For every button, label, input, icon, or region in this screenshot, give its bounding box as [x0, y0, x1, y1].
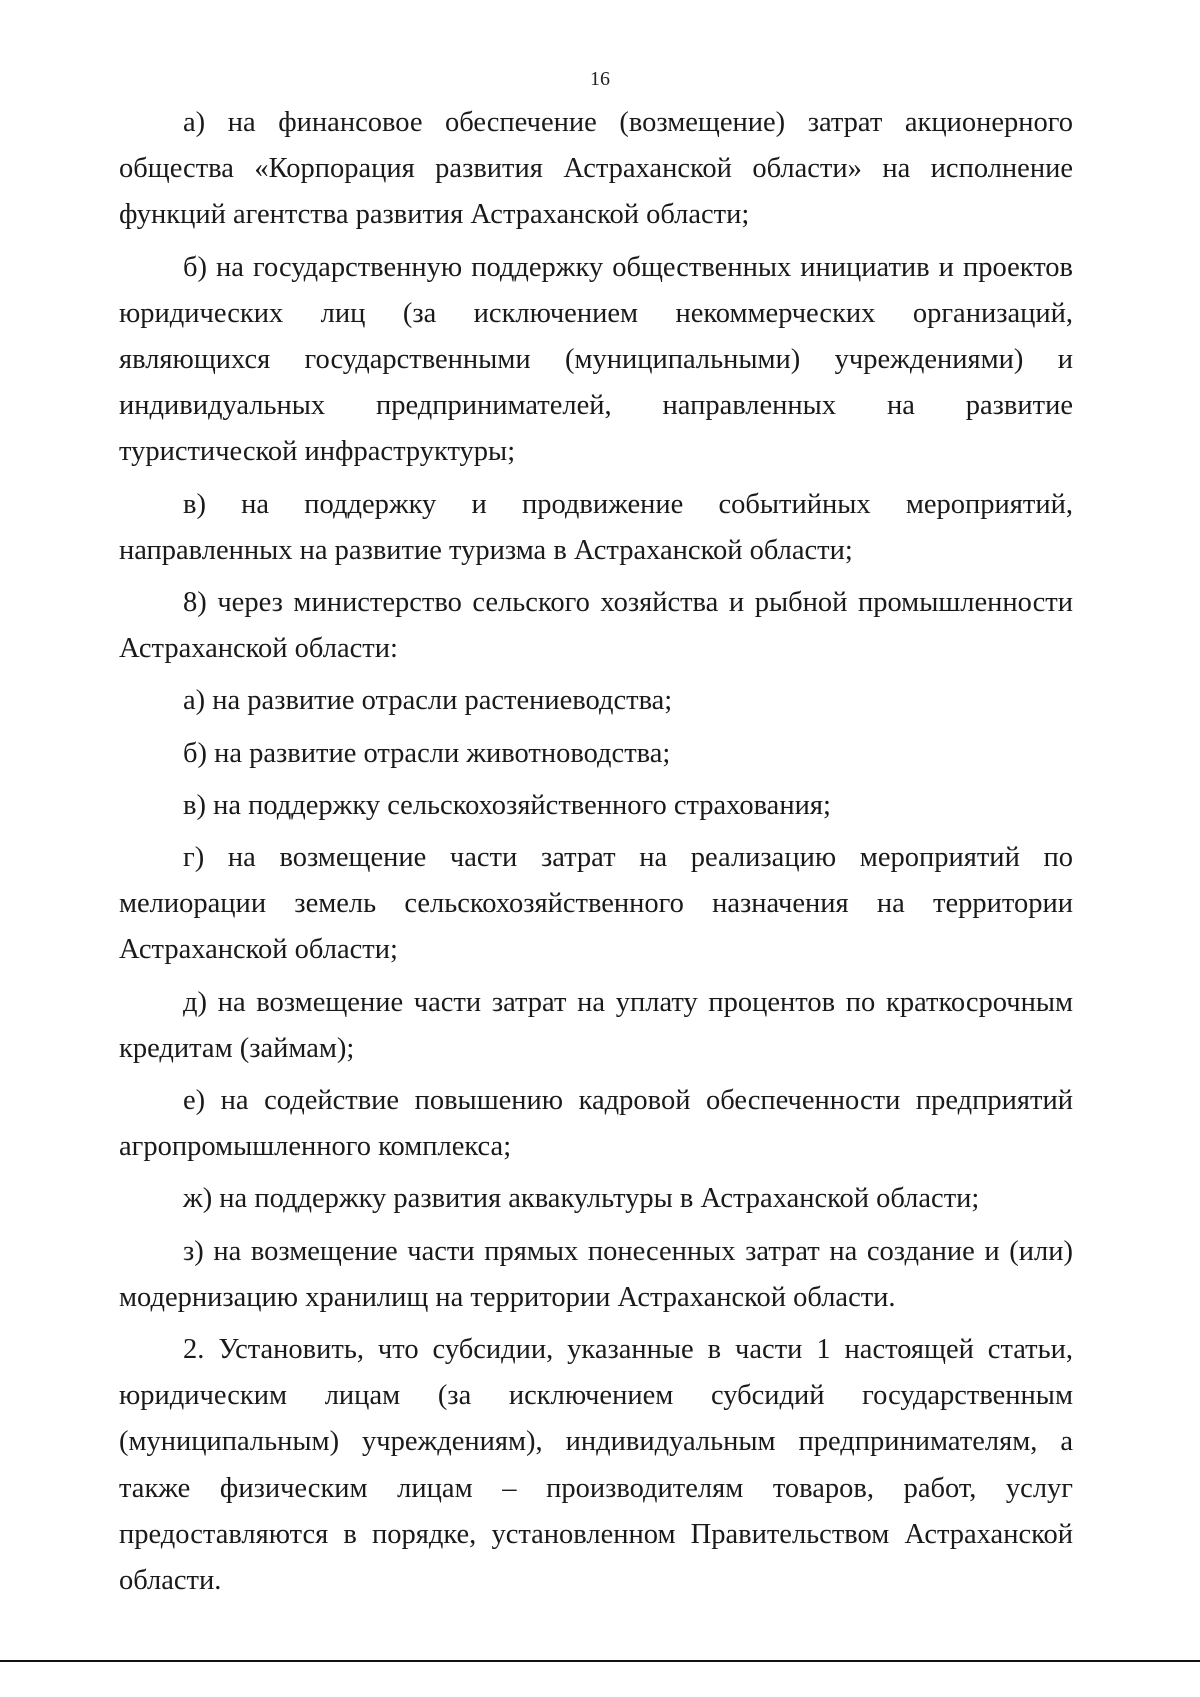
paragraph-8: 8) через министерство сельского хозяйства и рыбной промышленности Астраханской области:	[119, 587, 1073, 665]
paragraph-8f: е) на содействие повышению кадровой обеспеченности предприятий агропромышленного комплекса;	[119, 1085, 1073, 1163]
paragraph-2: 2. Установить, что субсидии, указанные в части 1 настоящей статьи, юридическим лицам (за исключением субсидий государственным (муниципальным) учреждениям), индивидуальным предпринимателям, а также физическим лицам – производителям товаров, работ, услуг предоставляются в порядке, установленном Правительством Астраханской области.	[119, 1334, 1073, 1597]
paragraph-8h: з) на возмещение части прямых понесенных затрат на создание и (или) модернизацию хранилищ на территории Астраханской области.	[119, 1235, 1073, 1313]
paragraph-8e: д) на возмещение части затрат на уплату процентов по краткосрочным кредитам (займам);	[119, 986, 1073, 1064]
paragraph-8d: г) на возмещение части затрат на реализацию мероприятий по мелиорации земель сельскохозяйственного назначения на территории Астраханской области;	[119, 842, 1073, 966]
bottom-rule	[0, 1660, 1200, 1662]
paragraph-8a: а) на развитие отрасли растениеводства;	[183, 685, 673, 717]
paragraph-1b: б) на государственную поддержку общественных инициатив и проектов юридических лиц (за исключением некоммерческих организаций, являющихся государственными (муниципальными) учреждениями) и индивидуальных предпринимателей, направленных на развитие туристической инфраструктуры;	[119, 251, 1073, 468]
document-body	[119, 100, 1073, 1610]
paragraph-8c: в) на поддержку сельскохозяйственного страхования;	[183, 789, 831, 821]
paragraph-8g: ж) на поддержку развития аквакультуры в Астраханской области;	[183, 1183, 980, 1215]
page-number: 16	[590, 68, 610, 90]
paragraph-1c: в) на поддержку и продвижение событийных мероприятий, направленных на развитие туризма в Астраханской области;	[119, 488, 1073, 566]
paragraph-1a: а) на финансовое обеспечение (возмещение) затрат акционерного общества «Корпорация развития Астраханской области» на исполнение функций агентства развития Астраханской области;	[119, 107, 1073, 231]
paragraph-8b: б) на развитие отрасли животноводства;	[183, 737, 671, 769]
